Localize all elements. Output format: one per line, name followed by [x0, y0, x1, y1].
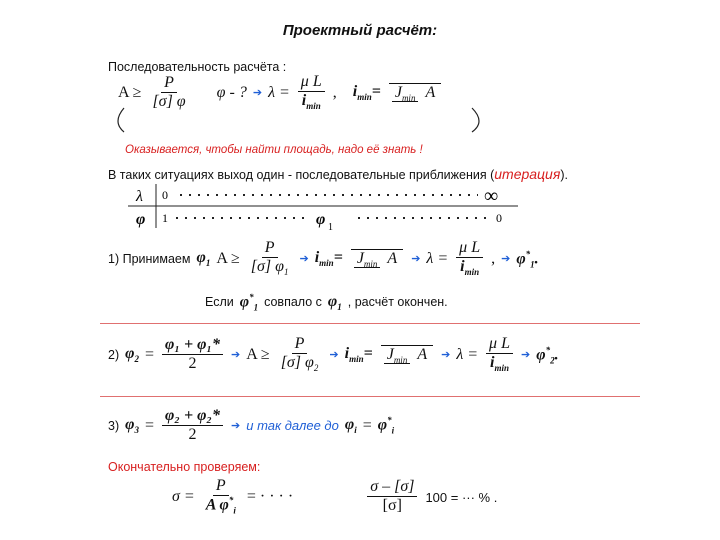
final-formula	[172, 478, 497, 516]
step1-lambda: λ =	[426, 249, 449, 267]
lambda-denominator: $i_{min}$	[301, 91, 321, 111]
table-phi: φ	[136, 211, 146, 228]
step1-label: 1) Принимаем	[108, 251, 191, 266]
step3-average: $\frac{\text{φ₂ + φ₂*}}{2}$	[162, 408, 223, 443]
sequence-formula: A ≥ $\frac{P}{[\sigma] \varphi}$ φ - ? ➔ λ = $\frac{\text{μ L}}{i_{min}}$ , $i_{min}=$ $J_{min}$ A	[118, 74, 443, 112]
imin-denominator: A	[425, 83, 436, 101]
step2-average: $\frac{\text{φ₁ + φ₁*}}{2}$	[162, 337, 223, 372]
final-dots: = · · · ·	[246, 488, 294, 506]
arrow-icon: ➔	[252, 87, 263, 100]
arrow-icon: ➔	[231, 349, 241, 362]
imin-numerator: $J_{min}$	[392, 84, 419, 102]
final-stress-fraction: $\frac{P}{A \varphi^*_i}$	[205, 477, 236, 516]
iteration-highlight: итерация	[494, 166, 561, 182]
table-lambda: λ	[136, 188, 143, 205]
arrow-icon: ➔	[520, 349, 531, 362]
arrow-icon: ➔	[411, 253, 421, 266]
step3-formula: 3) $\varphi_3$ = $\frac{\text{φ₂ + φ₂*}}{2}$ ➔ и так далее до $\varphi_i$ = $\varphi^*_i$	[108, 407, 395, 443]
arrow-icon: ➔	[329, 349, 339, 362]
imin-label: $i_{min}=$	[352, 83, 381, 103]
cycle-arrows	[110, 100, 490, 140]
arrow-icon: ➔	[501, 253, 511, 266]
final-sigma: σ =	[172, 488, 195, 506]
iteration-intro: В таких ситуациях выход один - последовательные приближения (итерация).	[108, 166, 568, 182]
step1-area-fraction: $\frac{P}{[\sigma] \varphi_1}$	[250, 239, 289, 277]
lambda-numerator: μ L	[298, 74, 325, 92]
page-title: Проектный расчёт:	[282, 22, 438, 39]
separator-line	[100, 396, 640, 397]
step2-a: A ≥	[246, 345, 270, 363]
step1-result: $\varphi^*_1$.	[516, 248, 539, 270]
row2-start: 1	[162, 211, 168, 225]
area-numerator: P	[161, 75, 177, 93]
row2-end: 0	[496, 211, 502, 225]
row1-end: ∞	[484, 185, 499, 207]
step1-lambda-fraction: $\frac{\text{μ L}}{i_{min}}$	[456, 240, 483, 278]
step3-phi-i-star: $\varphi^*_i$	[377, 415, 395, 436]
step3-phi-i: $\varphi_i$	[344, 416, 357, 436]
area-denominator: [σ] φ	[152, 93, 186, 111]
area-inequality: A ≥	[118, 83, 142, 101]
step1-sqrt: $J_{min}$ A	[351, 249, 403, 270]
step1-phi1: $\varphi_1$	[196, 249, 211, 269]
step2-label: 2)	[108, 347, 120, 362]
final-heading: Окончательно проверяем:	[108, 460, 261, 474]
red-note: Оказывается, чтобы найти площадь, надо её знать !	[125, 144, 423, 156]
lambda-phi-table	[128, 184, 528, 240]
arrow-icon: ➔	[441, 349, 451, 362]
sequence-heading: Последовательность расчёта :	[108, 60, 287, 74]
step2-phi2: $\varphi_2$	[125, 345, 139, 365]
step2-lambda: λ =	[456, 345, 479, 363]
final-percent: 100 = ··· % .	[425, 489, 498, 505]
phi-unknown: φ - ?	[216, 83, 247, 101]
step2-lambda-fraction: $\frac{\text{μ L}}{i_{min}}$	[486, 336, 513, 374]
step3-text: и так далее до	[246, 418, 339, 434]
step1-formula: 1) Принимаем $\varphi_1$ A ≥ $\frac{P}{[\sigma] \varphi_1}$ ➔ $i_{min}=$ $J_{min}$ A ➔ λ = $\frac{\text{μ L}}{i_{min}}$ , ➔ $\varphi^*_1$.	[108, 239, 539, 277]
arrow-icon: ➔	[299, 253, 309, 266]
step1-imin: $i_{min}=$	[314, 249, 343, 269]
step2-sqrt: $J_{min}$ A	[381, 345, 433, 366]
arrow-icon: ➔	[231, 420, 241, 433]
separator-line	[100, 323, 640, 324]
table-phi1: φ	[316, 211, 326, 228]
final-check-fraction: $\frac{\sigma - [\sigma]}{[\sigma]}$	[367, 479, 417, 514]
step1-a: A ≥	[216, 249, 240, 267]
step3-label: 3)	[108, 418, 120, 433]
step1-condition: Если $\varphi^*_1$ совпало с $\varphi_1$ , расчёт окончен.	[205, 292, 448, 313]
step3-phi3: $\varphi_3$	[125, 416, 139, 436]
step2-imin: $i_{min}=$	[344, 345, 373, 365]
step2-result: $\varphi^*_2$.	[536, 344, 559, 366]
lambda-eq: λ =	[268, 83, 290, 101]
step2-formula: 2) $\varphi_2$ = $\frac{\text{φ₁ + φ₁*}}{2}$ ➔ A ≥ $\frac{P}{[\sigma] \varphi_2}$ ➔ $i_{min}=$ $J_{min}$ A ➔ λ = $\frac{\text{μ L}}{i_{min}}$ ➔ $\varphi^*_2$.	[108, 335, 559, 373]
table-phi1-sub: 1	[328, 222, 333, 233]
step2-area-fraction: $\frac{P}{[\sigma] \varphi_2}$	[280, 335, 319, 373]
row1-start: 0	[162, 188, 168, 202]
